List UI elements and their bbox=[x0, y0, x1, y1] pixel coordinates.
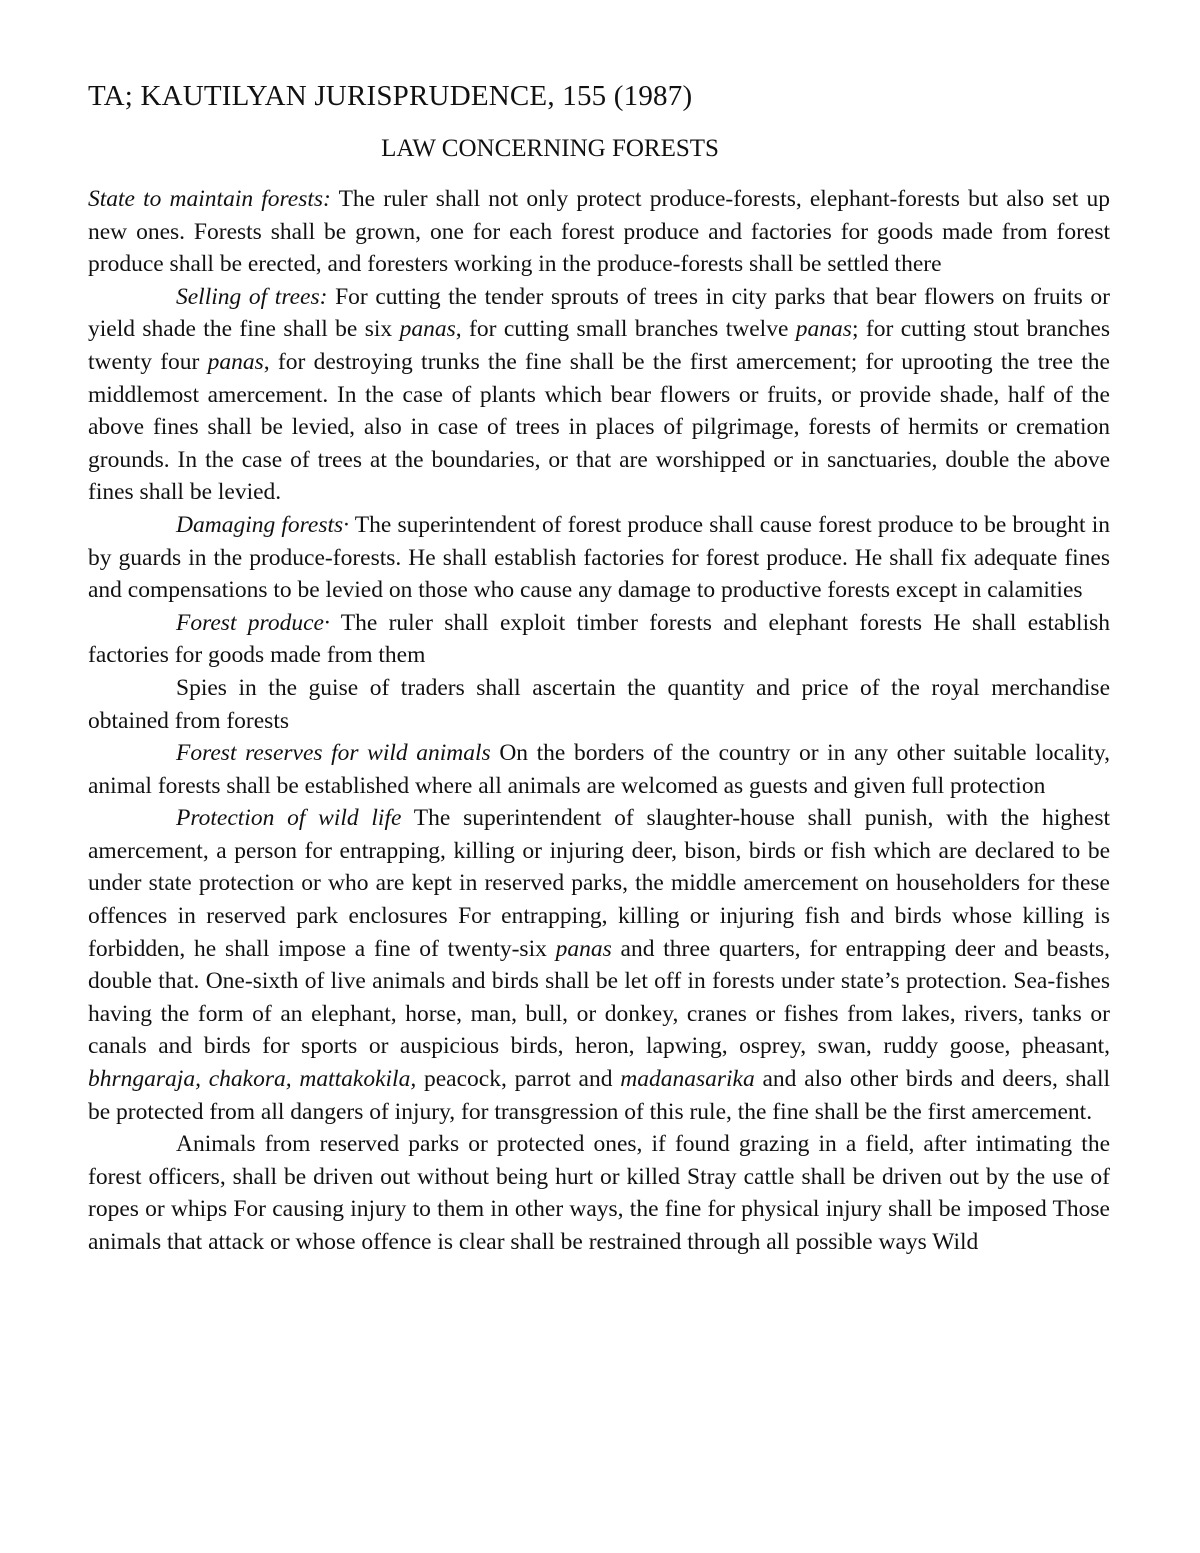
paragraph bbox=[88, 183, 1110, 281]
paragraph bbox=[88, 1128, 1110, 1258]
paragraph-text: and also other birds and deers, shall be protected from all dangers of injury, for transgression of this rule, the fine shall be the first amercement. bbox=[88, 1066, 1111, 1125]
paragraph bbox=[88, 607, 1110, 672]
italic-term: panas bbox=[555, 935, 612, 962]
paragraph-heading: Selling of trees: bbox=[176, 283, 328, 310]
italic-term: madanasarika bbox=[620, 1066, 755, 1093]
paragraph-heading: Protection of wild life bbox=[176, 805, 402, 832]
paragraph-text: Animals from reserved parks or protected ones, if found grazing in a field, after intimating the forest officers, shall be driven out without being hurt or killed Stray cattle shall be driven out by the use of ropes or whips For causing injury to them in other ways, the fine for physical injury shall be imposed Those animals that attack or whose offence is clear shall be restrained through all possible ways Wild bbox=[88, 1131, 1110, 1255]
paragraph-text: , for cutting small branches twelve bbox=[455, 316, 796, 343]
section-title: LAW CONCERNING FORESTS bbox=[381, 135, 719, 162]
paragraph bbox=[88, 509, 1110, 607]
paragraph-heading: Forest produce· bbox=[176, 609, 330, 636]
paragraph-text: The ruler shall exploit timber forests and elephant forests He shall establish factories for goods made from them bbox=[88, 609, 1111, 669]
paragraph-text: The superintendent of slaughter-house shall punish, with the highest amercement, a person for entrapping, killing or injuring deer, bison, birds or fish which are declared to be under state protection or who are kept in reserved parks, the middle amercement on householders for these offences in reserved park enclosures For entrapping, killing or injuring fish and birds whose killing is forbidden, he shall impose a fine of twenty-six bbox=[88, 805, 1110, 962]
paragraph-heading: State to maintain forests: bbox=[88, 186, 331, 212]
paragraph-text: The ruler shall not only protect produce-forests, elephant-forests but also set up new ones. Forests shall be grown, one for each forest produce and factories for goods made from forest produce shall be erected, and foresters working in the produce-forests shall be settled there bbox=[88, 186, 1110, 278]
italic-term: panas bbox=[795, 316, 852, 343]
paragraph bbox=[88, 672, 1110, 737]
paragraph-text: , for destroying trunks the fine shall be the first amercement; for uprooting the tree the middlemost amercement. In the case of plants which bear flowers or fruits, or provide shade, half of the above fines shall be levied, also in case of trees in places of pilgrimage, forests of hermits or cremation grounds. In the case of trees at the boundaries, or that are worshipped or in sanctuaries, double the above fines shall be levied. bbox=[88, 348, 1110, 506]
paragraph-heading: Damaging forests· bbox=[176, 511, 350, 538]
paragraph-text: On the borders of the country or in any other suitable locality, animal forests shall be established where all animals are welcomed as guests and given full protection bbox=[88, 740, 1111, 799]
paragraph-text: ; for cutting stout branches twenty four bbox=[88, 316, 1110, 375]
paragraph-text: peacock, parrot and bbox=[416, 1066, 621, 1093]
body-text bbox=[88, 183, 1110, 1259]
paragraph bbox=[88, 802, 1110, 1128]
running-head: TA; KAUTILYAN JURISPRUDENCE, 155 (1987) bbox=[88, 80, 693, 112]
paragraph bbox=[88, 737, 1110, 802]
italic-term: bhrngaraja, chakora, mattakokila, bbox=[88, 1066, 417, 1093]
paragraph-text: The superintendent of forest produce shall cause forest produce to be brought in by guards in the produce-forests. He shall establish factories for forest produce. He shall fix adequate fines and compensations to be levied on those who cause any damage to productive forests except in calamities bbox=[88, 511, 1110, 604]
paragraph-text: Spies in the guise of traders shall ascertain the quantity and price of the royal merchandise obtained from forests bbox=[88, 674, 1110, 734]
paragraph-text: For cutting the tender sprouts of trees in city parks that bear flowers on fruits or yield shade the fine shall be six bbox=[88, 283, 1110, 343]
italic-term: panas bbox=[399, 316, 456, 343]
italic-term: panas bbox=[207, 348, 264, 375]
paragraph-heading: Forest reserves for wild animals bbox=[176, 740, 491, 767]
paragraph-text: and three quarters, for entrapping deer and beasts, double that. One-sixth of live animals and birds shall be let off in forests under state’s protection. Sea-fishes having the form of an elephant, horse, man, bull, or donkey, cranes or fishes from lakes, rivers, tanks or canals and birds for sports or auspicious birds, heron, lapwing, osprey, swan, ruddy goose, pheasant, bbox=[88, 935, 1110, 1060]
paragraph bbox=[88, 281, 1110, 509]
